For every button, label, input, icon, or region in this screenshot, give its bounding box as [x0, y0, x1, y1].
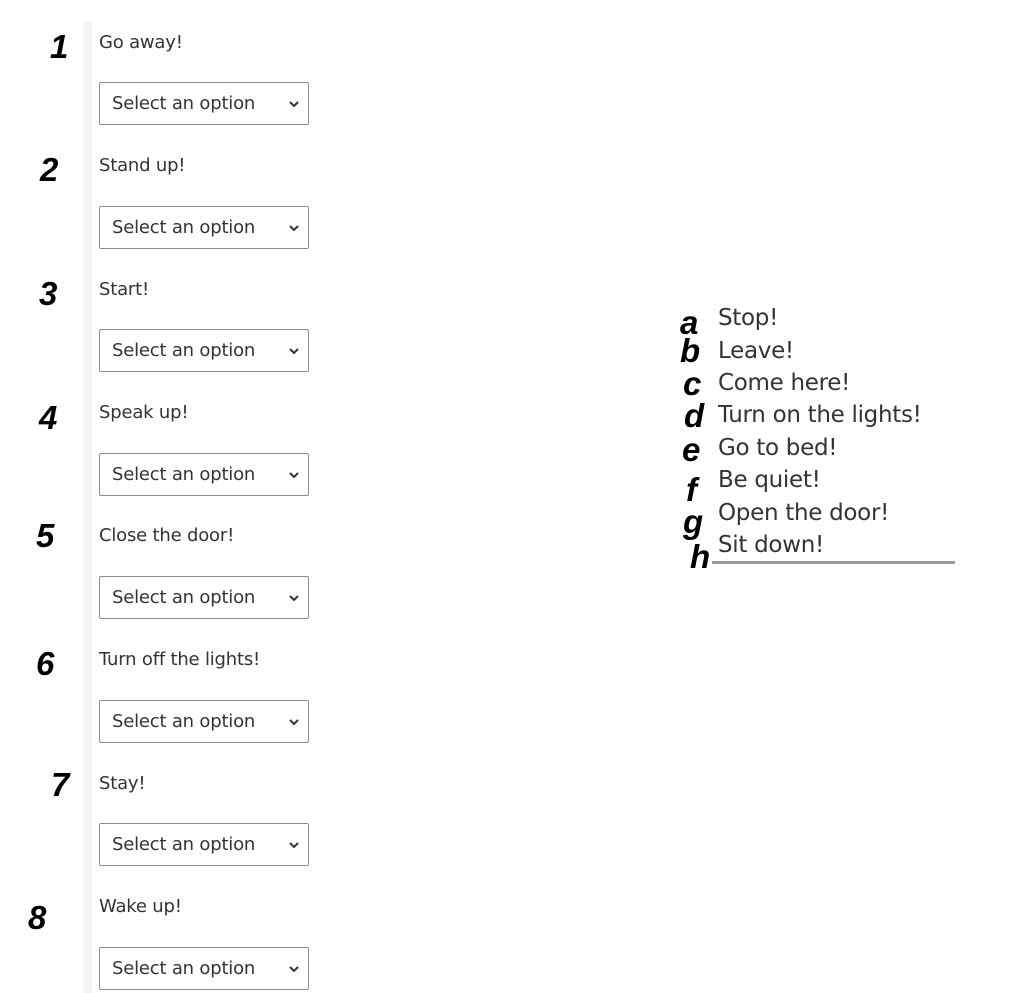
question-label-7: Stay! [99, 773, 146, 794]
select-value: Select an option [112, 93, 256, 114]
answer-letter-a: a [680, 304, 699, 341]
answer-text-e: Go to bed! [718, 435, 838, 461]
question-number-6: 6 [36, 645, 55, 682]
question-number-4: 4 [39, 399, 58, 436]
select-value: Select an option [112, 834, 256, 855]
answer-select-5[interactable] [99, 576, 309, 619]
answer-letter-e: e [682, 431, 701, 468]
answer-text-d: Turn on the lights! [718, 402, 922, 428]
answer-select-2[interactable] [99, 206, 309, 249]
chevron-down-icon [288, 963, 300, 975]
answer-letter-h: h [690, 538, 711, 575]
answer-text-f: Be quiet! [718, 467, 821, 493]
answer-text-g: Open the door! [718, 500, 890, 526]
answer-text-c: Come here! [718, 370, 851, 396]
answer-letter-b: b [680, 332, 701, 369]
chevron-down-icon [288, 222, 300, 234]
question-number-3: 3 [39, 275, 58, 312]
answer-select-8[interactable] [99, 947, 309, 990]
answer-letter-d: d [684, 397, 705, 434]
answer-select-7[interactable] [99, 823, 309, 866]
question-number-5: 5 [36, 517, 55, 554]
answer-text-a: Stop! [718, 305, 779, 331]
answer-select-1[interactable] [99, 82, 309, 125]
chevron-down-icon [288, 839, 300, 851]
question-number-1: 1 [50, 28, 69, 65]
answer-list-underline [712, 561, 955, 564]
chevron-down-icon [288, 469, 300, 481]
select-value: Select an option [112, 217, 256, 238]
question-label-5: Close the door! [99, 525, 235, 546]
select-value: Select an option [112, 464, 256, 485]
question-number-2: 2 [40, 151, 59, 188]
question-label-8: Wake up! [99, 896, 182, 917]
select-value: Select an option [112, 340, 256, 361]
question-label-4: Speak up! [99, 402, 189, 423]
question-label-6: Turn off the lights! [99, 649, 261, 670]
answer-select-4[interactable] [99, 453, 309, 496]
question-label-3: Start! [99, 279, 149, 300]
answer-letter-f: f [686, 471, 697, 508]
answer-select-6[interactable] [99, 700, 309, 743]
left-border-strip [83, 22, 92, 993]
chevron-down-icon [288, 345, 300, 357]
answer-letter-c: c [683, 365, 702, 402]
question-number-7: 7 [51, 766, 70, 803]
chevron-down-icon [288, 716, 300, 728]
question-label-2: Stand up! [99, 155, 186, 176]
select-value: Select an option [112, 711, 256, 732]
answer-text-h: Sit down! [718, 532, 824, 558]
answer-letter-g: g [683, 503, 704, 540]
select-value: Select an option [112, 587, 256, 608]
chevron-down-icon [288, 592, 300, 604]
answer-select-3[interactable] [99, 329, 309, 372]
question-label-1: Go away! [99, 32, 183, 53]
question-number-8: 8 [28, 899, 47, 936]
answer-text-b: Leave! [718, 338, 794, 364]
select-value: Select an option [112, 958, 256, 979]
chevron-down-icon [288, 98, 300, 110]
